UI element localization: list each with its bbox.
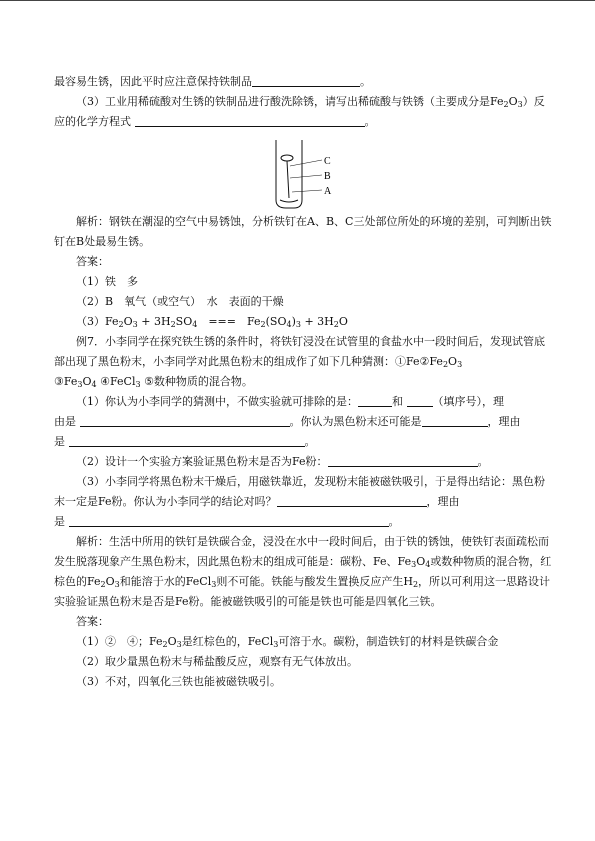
analysis-1: 解析：钢铁在潮湿的空气中易锈蚀，分析铁钉在A、B、C三处部位所处的环境的差别，可判断出铁钉在B处最易生锈。 xyxy=(54,215,552,248)
answer-1-line-1: （1）铁 多 xyxy=(76,275,138,288)
test-tube-figure xyxy=(54,132,552,212)
question-7-3: （3）小李同学将黑色粉末干燥后，用磁铁靠近，发现粉末能被磁铁吸引，于是得出结论：黑色粉末一定是Fe粉。你认为小李同学的结论对吗？ ，理由 是 。 xyxy=(54,475,545,528)
blank-reason-2[interactable] xyxy=(69,433,305,447)
answer-1-line-2: （2）B 氧气（或空气） 水 表面的干燥 xyxy=(76,295,284,308)
label-c: C xyxy=(324,156,331,167)
document-body xyxy=(54,72,552,692)
blank-reason-1[interactable] xyxy=(80,413,290,427)
equation-blank[interactable] xyxy=(135,113,365,127)
label-a: A xyxy=(324,186,332,197)
blank-exclude-1[interactable] xyxy=(358,393,392,407)
paragraph-continuation: 最容易生锈，因此平时应注意保持铁制品 。 xyxy=(54,75,371,88)
blank-conclusion[interactable] xyxy=(277,493,427,507)
answer-title-2: 答案： xyxy=(76,615,109,628)
answer-1-equation: $(3)Fe_2O_3 + 3H_2SO_4$ === $Fe_2(SO_4)_3 + 3H_2O$ xyxy=(76,315,348,329)
test-tube-diagram xyxy=(270,138,350,210)
blank-experiment[interactable] xyxy=(328,453,478,467)
answer-2-line-2: （2）取少量黑色粉末与稀盐酸反应，观察有无气体放出。 xyxy=(76,655,358,668)
answer-2-line-1: （1）② ④；$Fe_2O_3$是红棕色的，FeCl$_3$可溶于水。碳粉，制造铁钉的材料是铁碳合金 xyxy=(76,635,499,649)
blank-exclude-2[interactable] xyxy=(407,393,433,407)
answer-2-line-3: （3）不对，四氧化三铁也能被磁铁吸引。 xyxy=(76,675,281,688)
question-7-1: （1）你认为小李同学的猜测中，不做实验就可排除的是： 和 （填序号），理 由是 。你认为黑色粉末还可能是 ，理由 是 。 xyxy=(54,395,521,448)
question-3: （3）工业用稀硫酸对生锈的铁制品进行酸洗除锈，请写出稀硫酸与铁锈（主要成分是$Fe_2O_3$）反应的化学方程式 。 xyxy=(54,95,545,128)
example-7-guesses: $③Fe_3O_4$ ④FeCl$_3$ ⑤数种物质的混合物。 xyxy=(54,375,253,389)
blank-other-powder[interactable] xyxy=(422,413,488,427)
answer-title-1: 答案： xyxy=(76,255,109,268)
analysis-2: 解析：生活中所用的铁钉是铁碳合金，浸没在水中一段时间后，由于铁的锈蚀，使铁钉表面疏松而发生脱落现象产生黑色粉末，因此黑色粉末的组成可能是：碳粉、Fe、$Fe_3O_4$或数种物质的混合物，红棕色的$Fe_2O_3$和能溶于水的FeCl$_3$则不可能。铁能与酸发生置换反应产生$H_2$，所以可利用这一思路设计实验验证黑色粉末是否是Fe粉。能被磁铁吸引的可能是铁也可能是四氧化三铁。 xyxy=(54,535,552,608)
answer-blank[interactable] xyxy=(252,73,360,87)
question-7-2: （2）设计一个实验方案验证黑色粉末是否为Fe粉： 。 xyxy=(76,455,489,468)
header-rule xyxy=(0,0,595,1)
blank-reason-3[interactable] xyxy=(69,513,389,527)
example-7-intro: 例7．小李同学在探究铁生锈的条件时，将铁钉浸没在试管里的食盐水中一段时间后，发现试管底部出现了黑色粉末，小李同学对此黑色粉末的组成作了如下几种猜测：$①Fe②Fe_2O_3$ xyxy=(54,335,545,369)
label-b: B xyxy=(324,171,331,182)
